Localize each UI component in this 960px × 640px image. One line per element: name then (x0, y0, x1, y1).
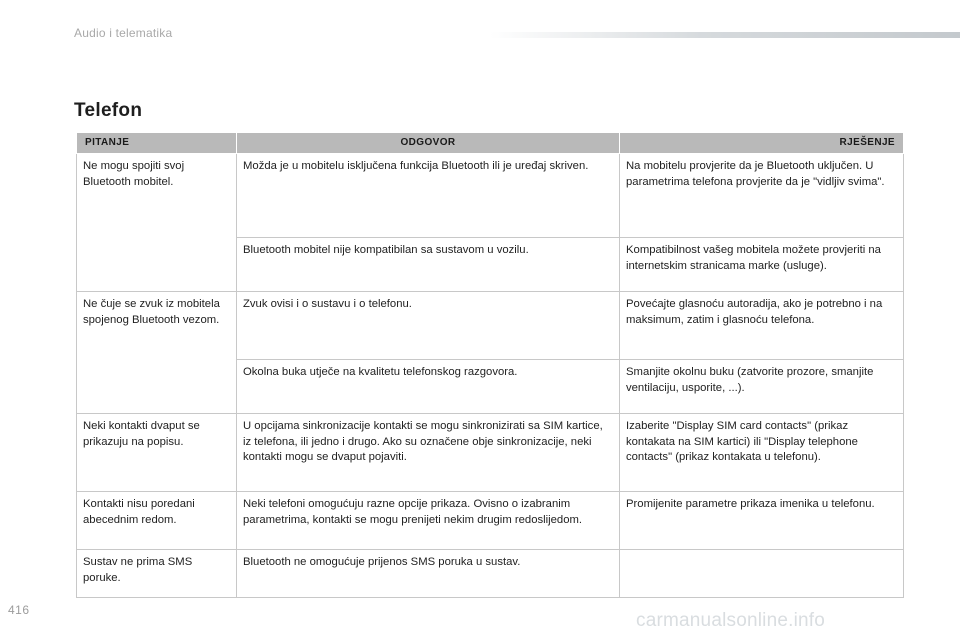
question-cell: Sustav ne prima SMS poruke. (77, 550, 237, 598)
column-header-answer: ODGOVOR (237, 133, 620, 154)
answer-cell: U opcijama sinkronizacije kontakti se mogu sinkronizirati sa SIM kartice, iz telefona, ili jedno i drugo. Ako su označene obje sinkronizacije, neki kontakti mogu se dvaput pojaviti. (237, 414, 620, 492)
solution-cell: Na mobitelu provjerite da je Bluetooth uključen. U parametrima telefona provjerite da je "vidljiv svima". (620, 154, 904, 238)
page-title: Telefon (74, 100, 143, 121)
question-cell: Ne mogu spojiti svoj Bluetooth mobitel. (77, 154, 237, 292)
column-header-question: PITANJE (77, 133, 237, 154)
solution-cell: Kompatibilnost vašeg mobitela možete provjeriti na internetskim stranicama marke (usluge). (620, 238, 904, 292)
solution-cell: Smanjite okolnu buku (zatvorite prozore, smanjite ventilaciju, usporite, ...). (620, 360, 904, 414)
solution-cell: Promijenite parametre prikaza imenika u telefonu. (620, 492, 904, 550)
answer-cell: Možda je u mobitelu isključena funkcija Bluetooth ili je uređaj skriven. (237, 154, 620, 238)
table-row (77, 550, 904, 598)
answer-cell: Zvuk ovisi i o sustavu i o telefonu. (237, 292, 620, 360)
answer-cell: Okolna buka utječe na kvalitetu telefonskog razgovora. (237, 360, 620, 414)
answer-cell: Bluetooth mobitel nije kompatibilan sa sustavom u vozilu. (237, 238, 620, 292)
watermark: carmanualsonline.info (636, 610, 826, 631)
answer-cell: Bluetooth ne omogućuje prijenos SMS poruka u sustav. (237, 550, 620, 598)
table-row (77, 414, 904, 492)
page-number: 416 (8, 603, 30, 617)
question-cell: Ne čuje se zvuk iz mobitela spojenog Bluetooth vezom. (77, 292, 237, 414)
column-header-solution: RJEŠENJE (620, 133, 904, 154)
header-rule (490, 32, 960, 38)
faq-table (76, 133, 904, 598)
chapter-header: Audio i telematika (74, 26, 173, 40)
table-row (77, 154, 904, 238)
table-row (77, 492, 904, 550)
solution-cell: Izaberite "Display SIM card contacts" (prikaz kontakata na SIM kartici) ili "Display telephone contacts" (prikaz kontakata u telefonu). (620, 414, 904, 492)
question-cell: Kontakti nisu poredani abecednim redom. (77, 492, 237, 550)
table-row (77, 292, 904, 360)
question-cell: Neki kontakti dvaput se prikazuju na popisu. (77, 414, 237, 492)
answer-cell: Neki telefoni omogućuju razne opcije prikaza. Ovisno o izabranim parametrima, kontakti se mogu prenijeti nekim drugim redoslijedom. (237, 492, 620, 550)
table-header-row (77, 133, 904, 154)
solution-cell (620, 550, 904, 598)
solution-cell: Povećajte glasnoću autoradija, ako je potrebno i na maksimum, zatim i glasnoću telefona. (620, 292, 904, 360)
